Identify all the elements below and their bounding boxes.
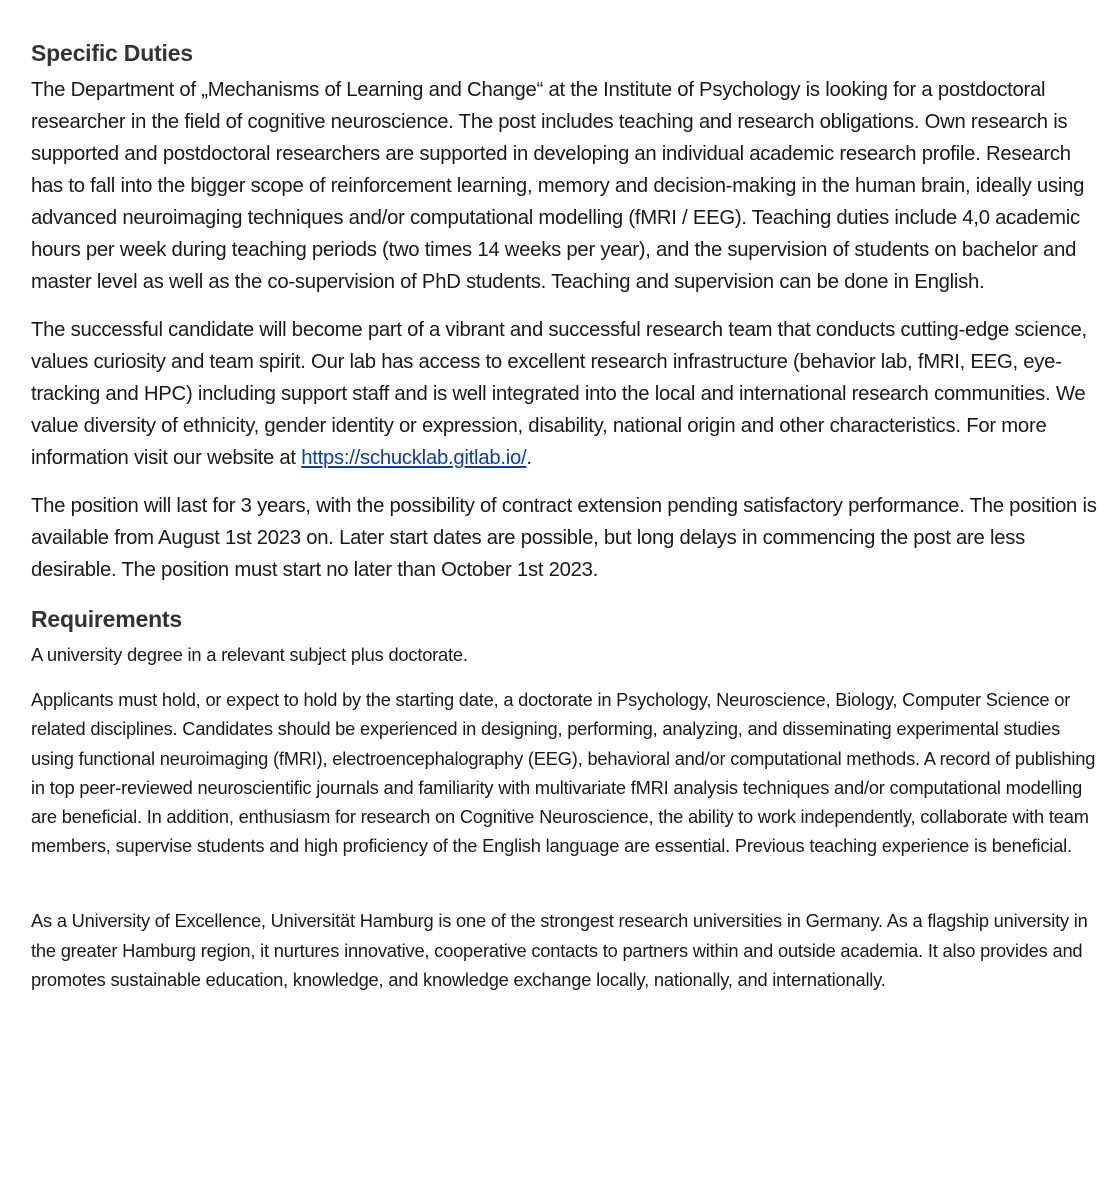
requirements-paragraph-2: Applicants must hold, or expect to hold by the starting date, a doctorate in Psychology, Neuroscience, Biology, Computer Science or related disciplines. Candidates should be experienced in designing, performing, analyzing, and disseminating experimental studies using functional neuroimaging (fMRI), electroencephalography (EEG), behavioral and/or computational methods. A record of publishing in top peer-reviewed neuroscientific journals and familiarity with multivariate fMRI analysis techniques and/or computational modelling are beneficial. In addition, enthusiasm for research on Cognitive Neuroscience, the ability to work independently, collaborate with team members, supervise students and high proficiency of the English language are essential. Previous teaching experience is beneficial. xyxy=(31,689,1096,857)
duties-paragraph-1: The Department of „Mechanisms of Learning and Change“ at the Institute of Psychology is looking for a postdoctoral researcher in the field of cognitive neuroscience. The post includes teaching and research obligations. Own research is supported and postdoctoral researchers are supported in developing an individual academic research profile. Research has to fall into the bigger scope of reinforcement learning, memory and decision-making in the human brain, ideally using advanced neuroimaging techniques and/or computational modelling (fMRI / EEG). Teaching duties include 4,0 academic hours per week during teaching periods (two times 14 weeks per year), and the supervision of students on bachelor and master level as well as the co-supervision of PhD students. Teaching and supervision can be done in English. xyxy=(31,79,1085,293)
lab-website-link[interactable]: https://schucklab.gitlab.io/ xyxy=(301,447,527,469)
duties-paragraph-3: The position will last for 3 years, with the possibility of contract extension pending satisfactory performance. The position is available from August 1st 2023 on. Later start dates are possible, but long delays in commencing the post are less desirable. The position must start no later than October 1st 2023. xyxy=(31,495,1097,581)
duties-paragraph-2-end: . xyxy=(526,447,532,469)
university-paragraph: As a University of Excellence, Universität Hamburg is one of the strongest research universities in Germany. As a flagship university in the greater Hamburg region, it nurtures innovative, cooperative contacts to partners within and outside academia. It also provides and promotes sustainable education, knowledge, and knowledge exchange locally, nationally, and internationally. xyxy=(31,910,1088,990)
requirements-paragraph-1: A university degree in a relevant subject plus doctorate. xyxy=(31,644,468,665)
requirements-heading: Requirements xyxy=(31,606,182,632)
duties-paragraph-2-text: The successful candidate will become part of a vibrant and successful research team that conducts cutting-edge science, values curiosity and team spirit. Our lab has access to excellent research infrastructure (behavior lab, fMRI, EEG, eye-tracking and HPC) including support staff and is well integrated into the local and international research communities. We value diversity of ethnicity, gender identity or expression, disability, national origin and other characteristics. For more information visit our website at xyxy=(31,319,1087,469)
duties-paragraph-2 xyxy=(31,314,1100,474)
specific-duties-heading: Specific Duties xyxy=(31,40,193,66)
